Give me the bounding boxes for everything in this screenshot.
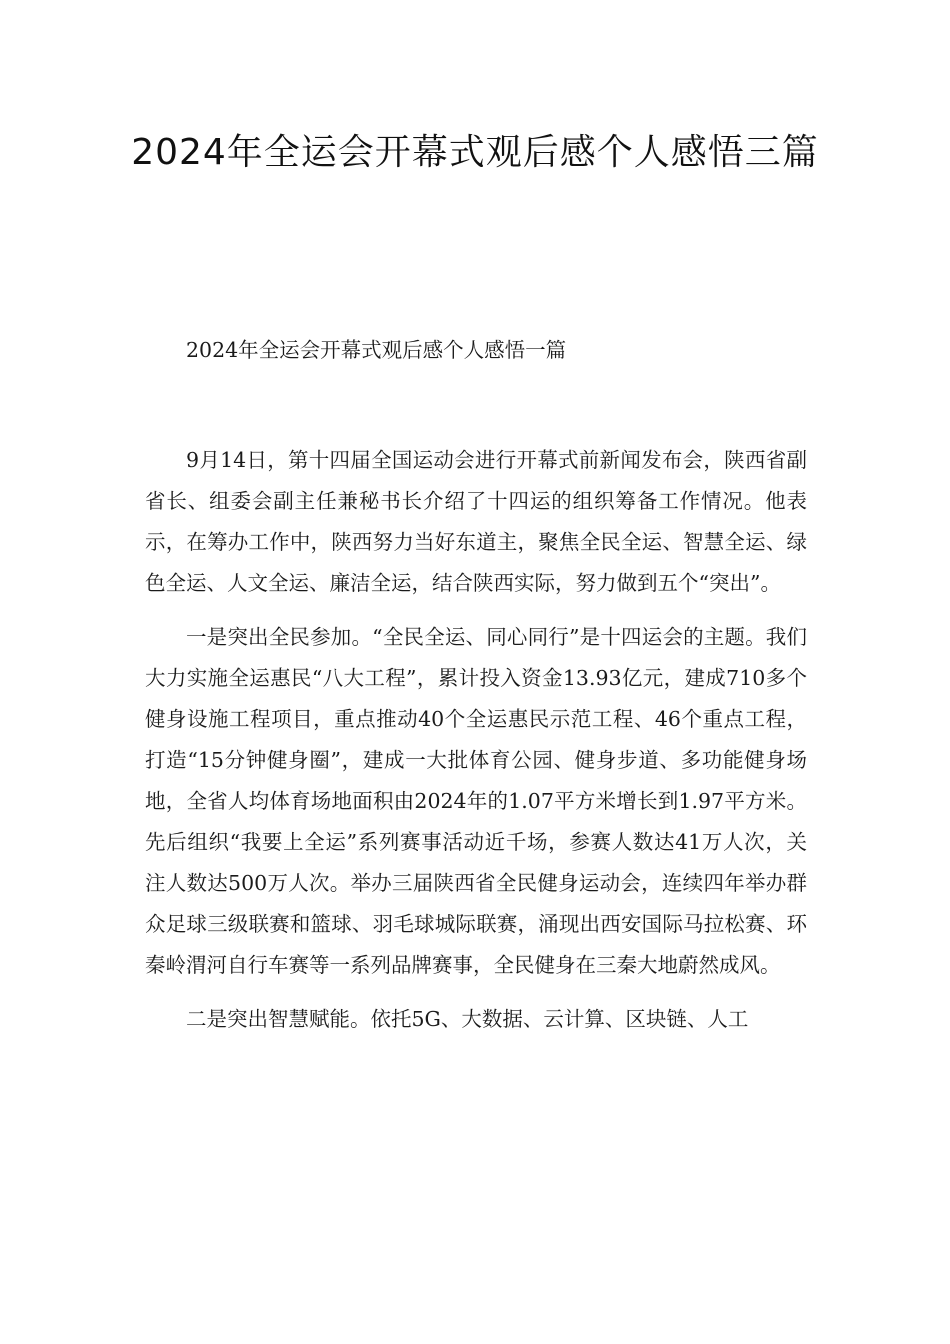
body-paragraph: 二是突出智慧赋能。依托5G、大数据、云计算、区块链、人工 — [186, 1007, 749, 1031]
document-body — [145, 330, 807, 1040]
body-paragraph: 9月14日，第十四届全国运动会进行开幕式前新闻发布会，陕西省副省长、组委会副主任兼秘书长介绍了十四运的组织筹备工作情况。他表示，在筹办工作中，陕西努力当好东道主，聚焦全民全运、智慧全运、绿色全运、人文全运、廉洁全运，结合陕西实际，努力做到五个“突出”。 — [145, 448, 807, 595]
body-paragraph: 一是突出全民参加。“全民全运、同心同行”是十四运会的主题。我们大力实施全运惠民“八大工程”，累计投入资金13.93亿元，建成710多个健身设施工程项目，重点推动40个全运惠民示范工程、46个重点工程，打造“15分钟健身圈”，建成一大批体育公园、健身步道、多功能健身场地，全省人均体育场地面积由2024年的1.07平方米增长到1.97平方米。先后组织“我要上全运”系列赛事活动近千场，参赛人数达41万人次，关注人数达500万人次。举办三届陕西省全民健身运动会，连续四年举办群众足球三级联赛和篮球、羽毛球城际联赛，涌现出西安国际马拉松赛、环秦岭渭河自行车赛等一系列品牌赛事，全民健身在三秦大地蔚然成风。 — [145, 625, 807, 977]
document-title: 2024年全运会开幕式观后感个人感悟三篇 — [131, 132, 819, 173]
section-subtitle: 2024年全运会开幕式观后感个人感悟一篇 — [186, 338, 567, 362]
